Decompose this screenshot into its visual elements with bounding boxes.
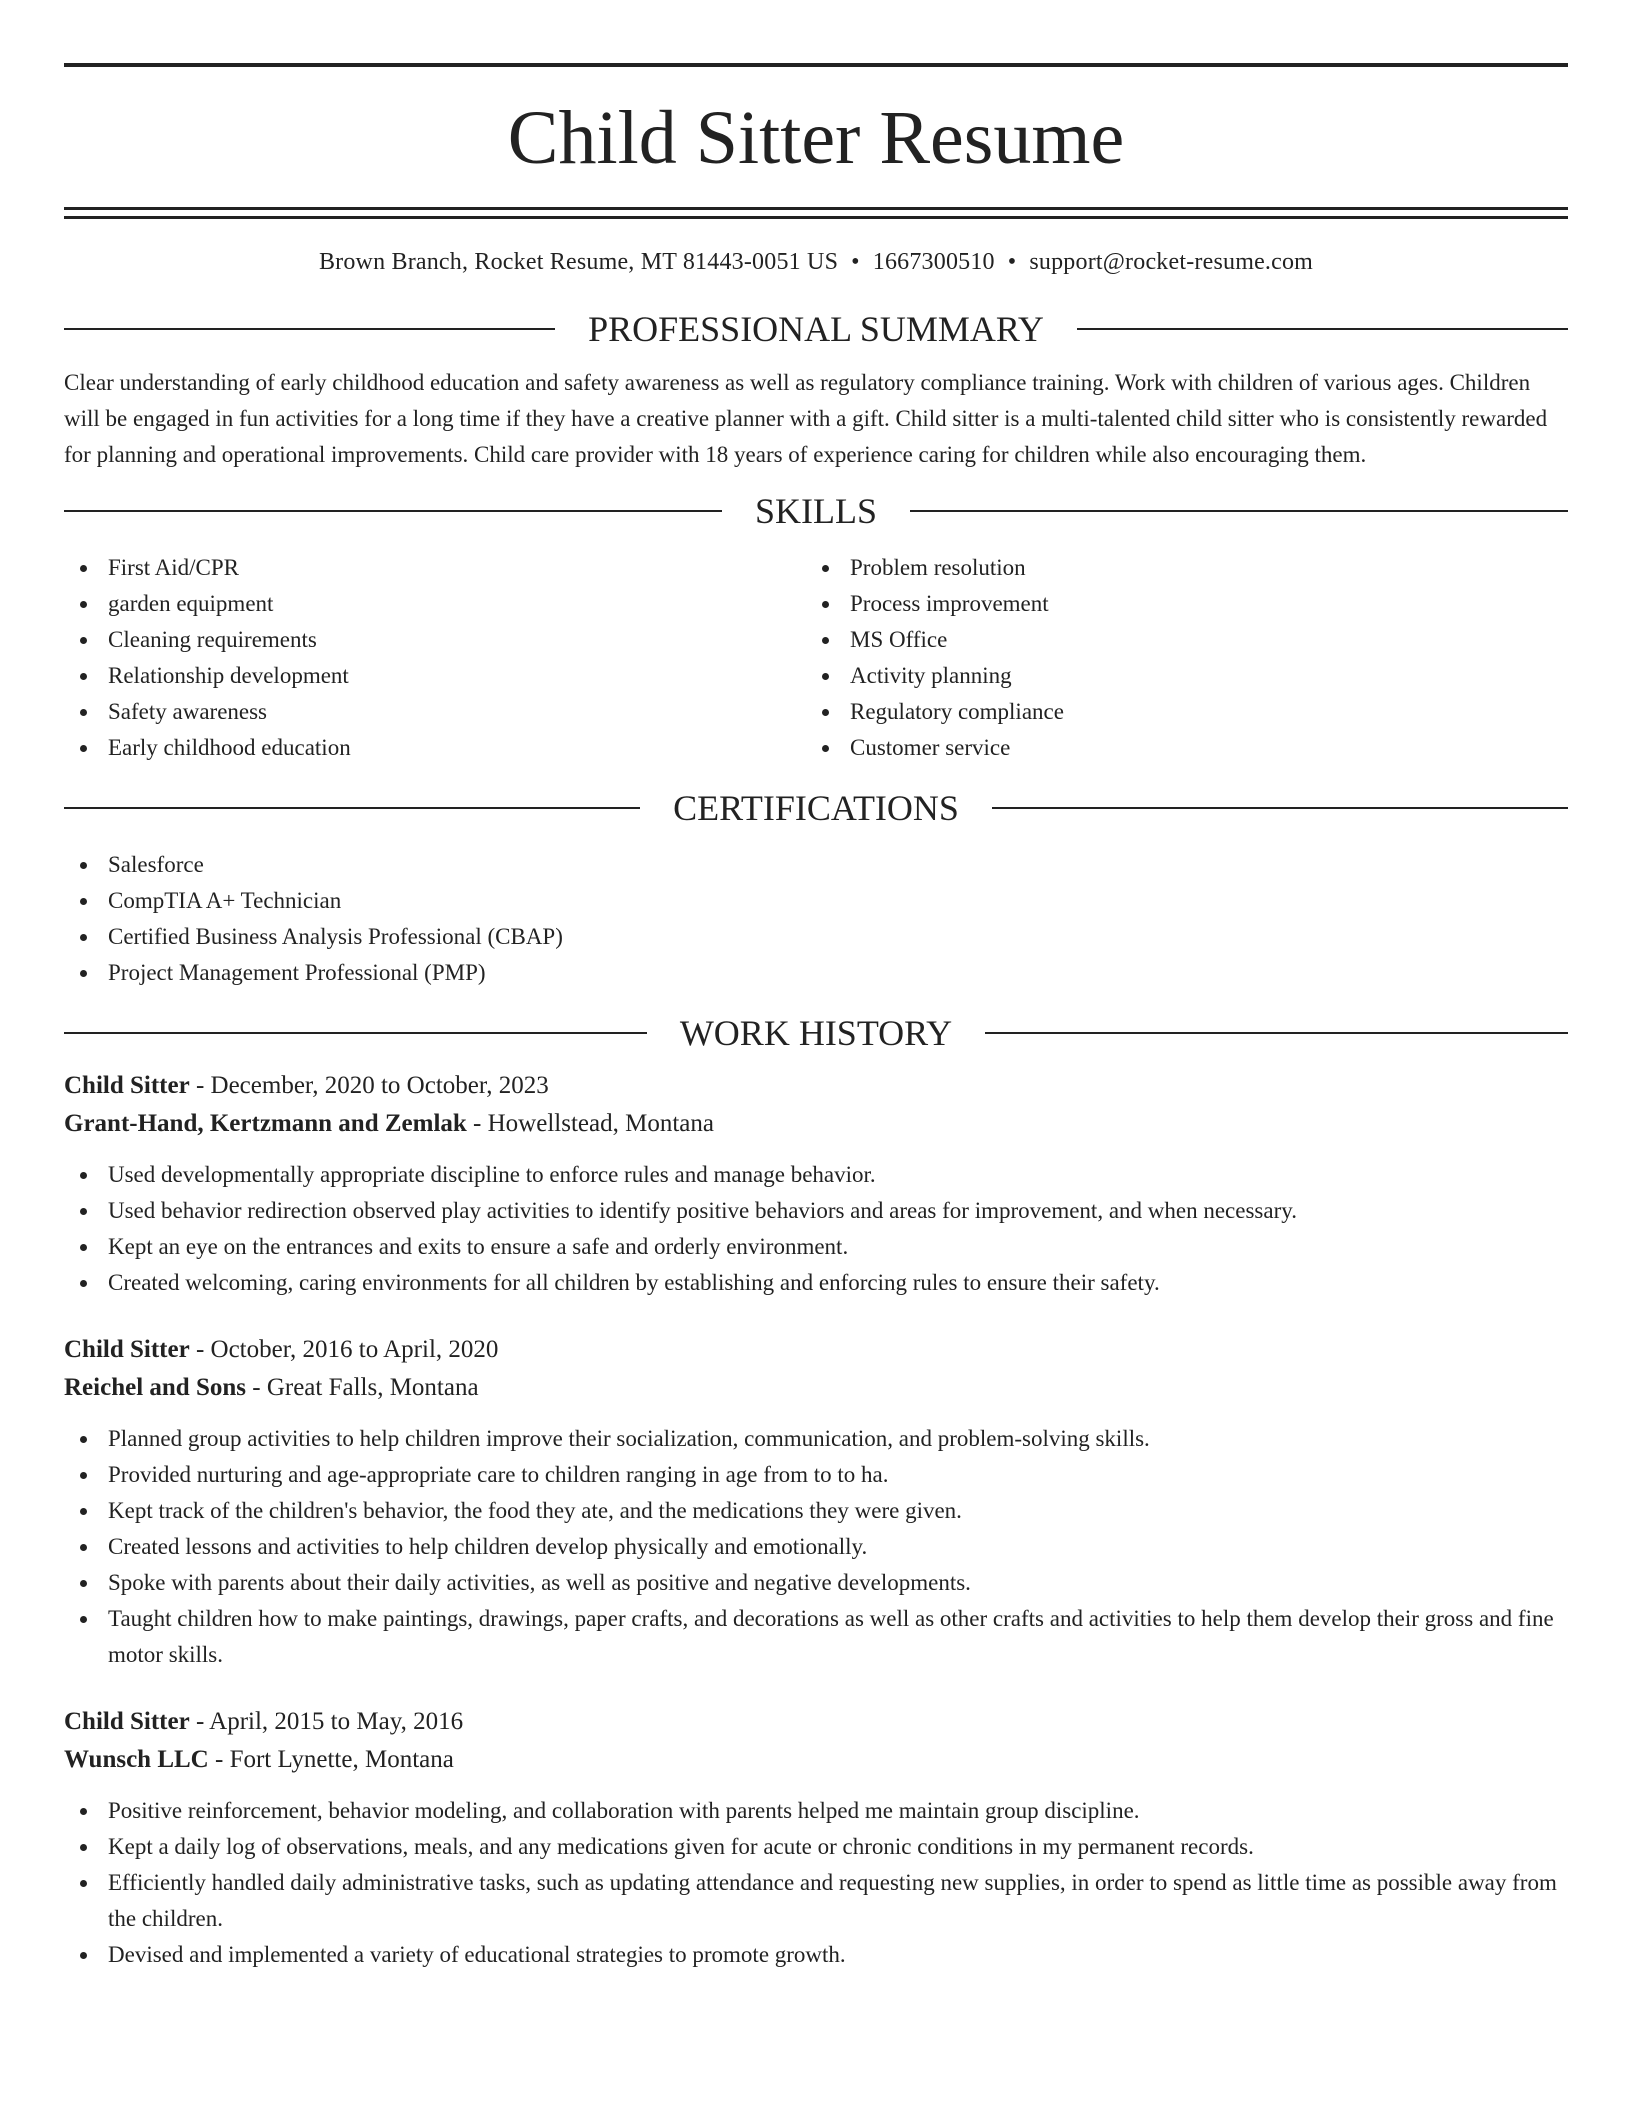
job-bullets xyxy=(64,1157,1568,1301)
job-company-line: Grant-Hand, Kertzmann and Zemlak - Howellstead, Montana xyxy=(64,1110,714,1137)
skills-list-left xyxy=(64,550,806,766)
certification-item: CompTIA A+ Technician xyxy=(64,883,1568,919)
job-entry xyxy=(64,1331,1568,1673)
job-entry xyxy=(64,1703,1568,1973)
job-bullet: Used behavior redirection observed play activities to identify positive behaviors and areas for improvement, and when necessary. xyxy=(64,1193,1568,1229)
skill-item: Cleaning requirements xyxy=(64,622,806,658)
work-heading-text: WORK HISTORY xyxy=(679,1013,953,1053)
skill-item: Activity planning xyxy=(806,658,1548,694)
certification-item: Project Management Professional (PMP) xyxy=(64,955,1568,991)
job-location: Fort Lynette, Montana xyxy=(229,1746,454,1773)
resume-title: Child Sitter Resume xyxy=(507,96,1125,180)
skill-item: Early childhood education xyxy=(64,730,806,766)
job-bullet: Created welcoming, caring environments for all children by establishing and enforcing rules to ensure their safety. xyxy=(64,1265,1568,1301)
skill-item: Safety awareness xyxy=(64,694,806,730)
work-section-heading xyxy=(64,1011,1568,1055)
job-bullet: Kept an eye on the entrances and exits to ensure a safe and orderly environment. xyxy=(64,1229,1568,1265)
job-company-line: Wunsch LLC - Fort Lynette, Montana xyxy=(64,1746,454,1773)
job-bullet: Kept a daily log of observations, meals, and any medications given for acute or chronic conditions in my permanent records. xyxy=(64,1829,1568,1865)
job-bullet: Devised and implemented a variety of educational strategies to promote growth. xyxy=(64,1937,1568,1973)
skill-item: Process improvement xyxy=(806,586,1548,622)
skill-item: MS Office xyxy=(806,622,1548,658)
job-bullet: Spoke with parents about their daily activities, as well as positive and negative developments. xyxy=(64,1565,1568,1601)
job-title: Child Sitter xyxy=(64,1072,190,1099)
certification-item: Certified Business Analysis Professional (CBAP) xyxy=(64,919,1568,955)
job-company: Grant-Hand, Kertzmann and Zemlak xyxy=(64,1110,467,1137)
skill-item: garden equipment xyxy=(64,586,806,622)
skills-grid xyxy=(64,550,1568,766)
contact-email: support@rocket-resume.com xyxy=(1029,249,1314,275)
resume-page xyxy=(64,0,1568,1973)
job-title-line: Child Sitter - October, 2016 to April, 2020 xyxy=(64,1336,499,1363)
job-bullet: Created lessons and activities to help children develop physically and emotionally. xyxy=(64,1529,1568,1565)
skill-item: Customer service xyxy=(806,730,1548,766)
job-title: Child Sitter xyxy=(64,1708,190,1735)
certifications-section-heading xyxy=(64,786,1568,830)
skill-item: Regulatory compliance xyxy=(806,694,1548,730)
job-dates: April, 2015 to May, 2016 xyxy=(209,1708,464,1735)
job-location: Great Falls, Montana xyxy=(266,1374,479,1401)
job-title: Child Sitter xyxy=(64,1336,190,1363)
certification-item: Salesforce xyxy=(64,847,1568,883)
job-title-line: Child Sitter - December, 2020 to October, 2023 xyxy=(64,1072,549,1099)
top-rule xyxy=(64,63,1568,67)
certifications-list xyxy=(64,847,1568,991)
skills-heading-text: SKILLS xyxy=(755,491,878,531)
title-rule-bottom xyxy=(64,216,1568,219)
job-location: Howellstead, Montana xyxy=(487,1110,714,1137)
job-bullet: Efficiently handled daily administrative tasks, such as updating attendance and requesting new supplies, in order to spend as little time as possible away from the children. xyxy=(64,1865,1568,1937)
job-bullet: Provided nurturing and age-appropriate care to children ranging in age from to to ha. xyxy=(64,1457,1568,1493)
skills-list-right xyxy=(806,550,1548,766)
job-entry xyxy=(64,1067,1568,1301)
heading-rule xyxy=(1077,328,1568,330)
contact-separator: • xyxy=(1007,249,1017,275)
summary-section-heading xyxy=(64,307,1568,351)
heading-rule xyxy=(64,510,722,512)
job-title-line: Child Sitter - April, 2015 to May, 2016 xyxy=(64,1708,464,1735)
job-bullet: Taught children how to make paintings, drawings, paper crafts, and decorations as well as other crafts and activities to help them develop their gross and fine motor skills. xyxy=(64,1601,1568,1673)
certifications-heading-text: CERTIFICATIONS xyxy=(673,788,959,828)
job-bullet: Positive reinforcement, behavior modeling, and collaboration with parents helped me maintain group discipline. xyxy=(64,1793,1568,1829)
heading-rule xyxy=(64,807,640,809)
job-bullets xyxy=(64,1421,1568,1673)
heading-rule xyxy=(64,328,555,330)
skill-item: Relationship development xyxy=(64,658,806,694)
job-company-line: Reichel and Sons - Great Falls, Montana xyxy=(64,1374,479,1401)
skill-item: Problem resolution xyxy=(806,550,1548,586)
heading-rule xyxy=(910,510,1568,512)
job-bullet: Used developmentally appropriate discipline to enforce rules and manage behavior. xyxy=(64,1157,1568,1193)
job-company: Reichel and Sons xyxy=(64,1374,246,1401)
skill-item: First Aid/CPR xyxy=(64,550,806,586)
job-dates: October, 2016 to April, 2020 xyxy=(210,1336,499,1363)
job-bullet: Planned group activities to help children improve their socialization, communication, and problem-solving skills. xyxy=(64,1421,1568,1457)
job-bullets xyxy=(64,1793,1568,1973)
heading-rule xyxy=(64,1032,647,1034)
title-rule-top xyxy=(64,207,1568,210)
heading-rule xyxy=(992,807,1568,809)
contact-separator: • xyxy=(851,249,860,275)
contact-phone: 1667300510 xyxy=(872,249,995,275)
job-bullet: Kept track of the children's behavior, the food they ate, and the medications they were given. xyxy=(64,1493,1568,1529)
job-dates: December, 2020 to October, 2023 xyxy=(210,1072,549,1099)
summary-paragraph: Clear understanding of early childhood education and safety awareness as well as regulatory compliance training. Work with children of various ages. Children will be engaged in fun activities for a long time if they have a creative planner with a gift. Child sitter is a multi-talented child sitter who is consistently rewarded for planning and operational improvements. Child care provider with 18 years of experience caring for children while also encouraging them. xyxy=(64,370,1548,467)
summary-heading-text: PROFESSIONAL SUMMARY xyxy=(588,309,1044,349)
skills-section-heading xyxy=(64,489,1568,533)
job-company: Wunsch LLC xyxy=(64,1746,209,1773)
contact-address: Brown Branch, Rocket Resume, MT 81443-0051 US xyxy=(318,249,839,275)
contact-line xyxy=(64,247,1568,277)
heading-rule xyxy=(985,1032,1568,1034)
